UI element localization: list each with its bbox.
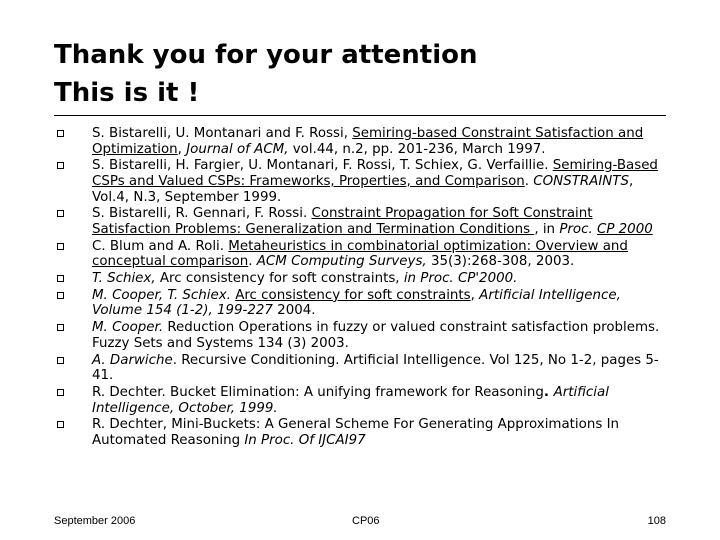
reference-item <box>54 385 674 416</box>
reference-text: Reduction Operations in fuzzy or valued constraint satisfaction problems. Fuzzy Sets and Systems 134 (3) 2003. <box>92 320 660 351</box>
reference-item <box>54 158 674 205</box>
reference-venue: Proc. <box>559 221 597 237</box>
square-bullet-icon <box>57 130 64 137</box>
reference-item <box>54 206 674 237</box>
reference-text: S. Bistarelli, U. Montanari and F. Rossi, <box>92 126 353 141</box>
reference-text: . <box>524 173 534 189</box>
reference-text: C. Blum and A. Roli. <box>92 238 229 254</box>
reference-text: , Vol.4, N.3, September 1999. <box>92 173 634 205</box>
reference-author: T. Schiex, <box>92 271 156 287</box>
square-bullet-icon <box>57 210 64 217</box>
reference-text: , <box>470 287 480 303</box>
footer-event: CP06 <box>352 515 380 527</box>
reference-item <box>54 417 674 448</box>
square-bullet-icon <box>57 389 64 396</box>
reference-text: . Recursive Conditioning. Artificial Intelligence. Vol 125, No 1-2, pages 5-41. <box>92 352 659 384</box>
reference-text: , <box>177 141 187 157</box>
reference-text: R. Dechter. Bucket Elimination: A unifying framework for Reasoning <box>92 385 544 400</box>
reference-link[interactable]: Constraint Propagation for Soft Constraint Satisfaction Problems: Generalization and Termination Conditions <box>92 206 593 237</box>
slide-title <box>54 36 478 112</box>
square-bullet-icon <box>57 292 64 299</box>
reference-text: . <box>543 385 554 400</box>
reference-item <box>54 353 674 384</box>
reference-text: S. Bistarelli, R. Gennari, F. Rossi. <box>92 206 312 222</box>
reference-text: 2004. <box>277 303 316 319</box>
title-line-2: This is it ! <box>54 78 200 108</box>
square-bullet-icon <box>57 275 64 282</box>
reference-author: A. Darwiche <box>92 352 173 368</box>
reference-link[interactable]: CP 2000 <box>596 221 653 237</box>
reference-item <box>54 126 674 157</box>
reference-item <box>54 288 674 319</box>
reference-text: S. Bistarelli, H. Fargier, U. Montanari, F. Rossi, T. Schiex, G. Verfaillie. <box>92 158 553 174</box>
footer-page-number: 108 <box>647 515 666 527</box>
reference-text: R. Dechter, Mini-Buckets: A General Scheme For Generating Approximations In Automated Reasoning <box>92 417 620 448</box>
square-bullet-icon <box>57 162 64 169</box>
reference-link[interactable]: Arc consistency for soft constraints <box>235 287 471 303</box>
square-bullet-icon <box>57 357 64 364</box>
reference-author: M. Cooper, T. Schiex. <box>92 287 236 303</box>
square-bullet-icon <box>57 421 64 428</box>
square-bullet-icon <box>57 324 64 331</box>
reference-venue: Artificial Intelligence, October, 1999. <box>92 385 609 416</box>
reference-venue: Artificial Intelligence, Volume 154 (1-2), 199-227 <box>92 287 621 319</box>
reference-text: , in <box>534 221 560 237</box>
reference-link[interactable]: Semiring-based Constraint Satisfaction and Optimization <box>92 126 644 157</box>
reference-text: . <box>248 254 257 270</box>
reference-item <box>54 239 674 270</box>
reference-link[interactable]: Metaheuristics in combinatorial optimization: Overview and conceptual comparison <box>92 238 628 270</box>
reference-text: vol.44, n.2, pp. 201-236, March 1997. <box>288 141 546 157</box>
reference-link[interactable]: Semiring-Based CSPs and Valued CSPs: Frameworks, Properties, and Comparison <box>92 158 658 189</box>
footer-date: September 2006 <box>54 515 136 527</box>
title-line-1: Thank you for your attention <box>54 40 478 70</box>
reference-author: M. Cooper. <box>92 320 164 336</box>
reference-venue: In Proc. Of IJCAI97 <box>244 432 366 448</box>
reference-list <box>54 126 674 450</box>
reference-venue: ACM Computing Surveys, <box>256 254 427 270</box>
reference-venue: Journal of ACM, <box>186 141 289 157</box>
square-bullet-icon <box>57 243 64 250</box>
reference-text: Arc consistency for soft constraints, <box>155 271 404 287</box>
reference-text: 35(3):268-308, 2003. <box>426 254 575 270</box>
reference-venue: CONSTRAINTS <box>533 173 629 189</box>
reference-item <box>54 271 674 287</box>
title-divider <box>54 115 666 116</box>
reference-venue: in Proc. CP'2000. <box>403 271 518 287</box>
reference-item <box>54 320 674 351</box>
